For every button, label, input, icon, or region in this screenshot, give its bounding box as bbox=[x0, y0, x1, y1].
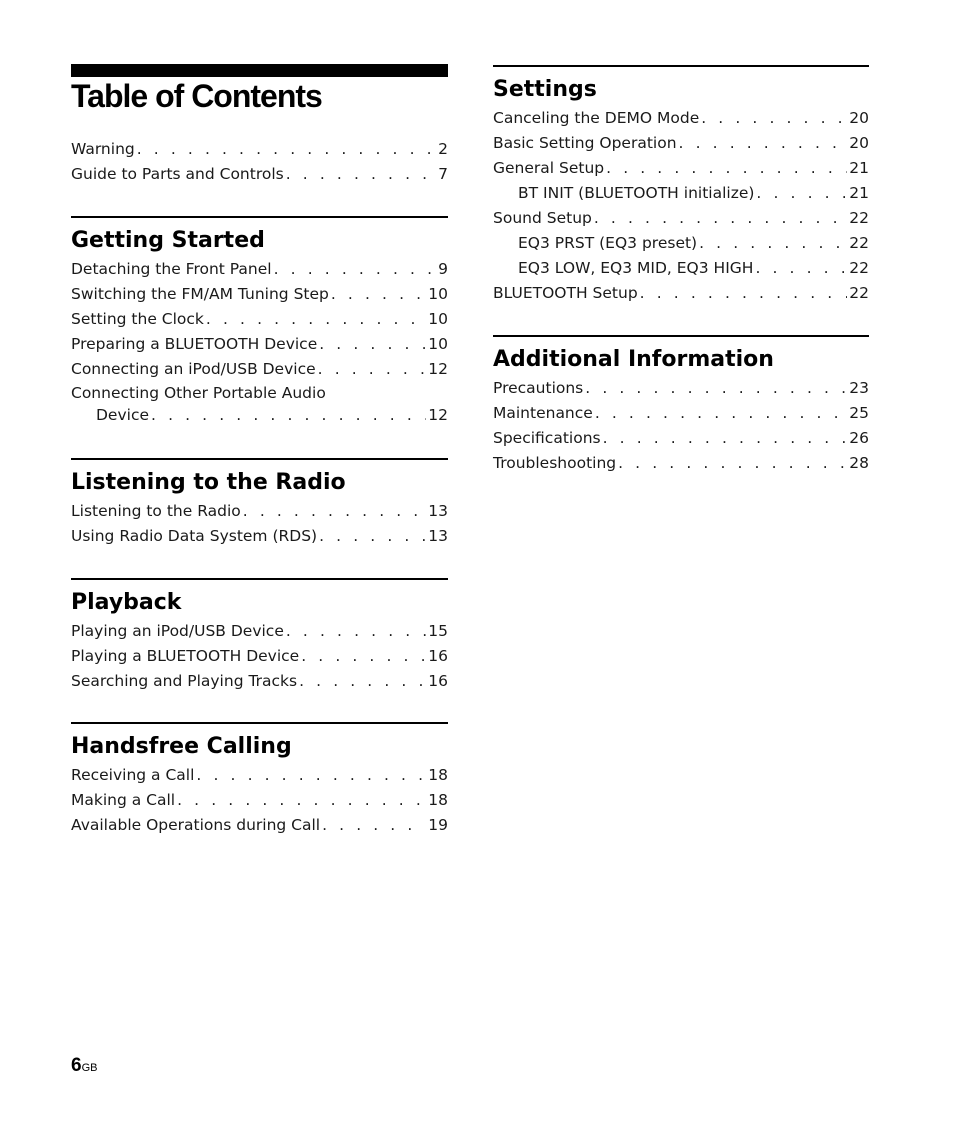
entry-page-number: 18 bbox=[428, 791, 448, 809]
entry-title: Playing an iPod/USB Device bbox=[71, 622, 284, 640]
entry-title: Connecting an iPod/USB Device bbox=[71, 360, 316, 378]
entry-title: General Setup bbox=[493, 159, 605, 177]
entry-title: Guide to Parts and Controls bbox=[71, 165, 284, 183]
entry-title: Sound Setup bbox=[493, 209, 592, 227]
entry-page-number: 15 bbox=[428, 622, 448, 640]
section-heading: Handsfree Calling bbox=[71, 734, 292, 759]
section-list bbox=[71, 257, 448, 426]
entry-page-number: 21 bbox=[849, 159, 869, 177]
entry-page-number: 22 bbox=[849, 209, 869, 227]
entry-title: Switching the FM/AM Tuning Step bbox=[71, 285, 329, 303]
toc-entry[interactable] bbox=[71, 307, 448, 332]
entry-page-number: 10 bbox=[428, 335, 448, 353]
page-number: 6 bbox=[71, 1055, 82, 1076]
section-getting-started bbox=[71, 216, 448, 426]
entry-title-line2: Device bbox=[96, 406, 150, 424]
dot-leader bbox=[322, 813, 426, 838]
toc-subentry[interactable] bbox=[493, 256, 869, 281]
dot-leader bbox=[286, 619, 426, 644]
entry-title: EQ3 PRST (EQ3 preset) bbox=[518, 234, 698, 252]
entry-page-number: 12 bbox=[428, 406, 448, 424]
toc-entry[interactable] bbox=[71, 813, 448, 838]
entry-title-line2-row bbox=[71, 404, 448, 426]
entry-page-number: 13 bbox=[428, 502, 448, 520]
page-number-suffix: GB bbox=[81, 1062, 98, 1074]
intro-section bbox=[71, 137, 448, 187]
entry-title: Preparing a BLUETOOTH Device bbox=[71, 335, 318, 353]
dot-leader bbox=[319, 332, 426, 357]
toc-entry-multiline[interactable] bbox=[71, 382, 448, 426]
entry-title: EQ3 LOW, EQ3 MID, EQ3 HIGH bbox=[518, 259, 754, 277]
entry-title: Using Radio Data System (RDS) bbox=[71, 527, 318, 545]
dot-leader bbox=[595, 401, 847, 426]
dot-leader bbox=[319, 524, 426, 549]
section-heading: Listening to the Radio bbox=[71, 470, 346, 495]
entry-title: Playing a BLUETOOTH Device bbox=[71, 647, 300, 665]
entry-title: Setting the Clock bbox=[71, 310, 204, 328]
section-list bbox=[71, 619, 448, 694]
entry-page-number: 20 bbox=[849, 134, 869, 152]
toc-entry[interactable] bbox=[71, 257, 448, 282]
entry-page-number: 16 bbox=[428, 647, 448, 665]
toc-entry[interactable] bbox=[493, 451, 869, 476]
dot-leader bbox=[243, 499, 427, 524]
dot-leader bbox=[151, 404, 426, 426]
dot-leader bbox=[618, 451, 847, 476]
toc-entry[interactable] bbox=[71, 332, 448, 357]
section-heading: Getting Started bbox=[71, 228, 265, 253]
entry-title: Basic Setting Operation bbox=[493, 134, 677, 152]
entry-page-number: 20 bbox=[849, 109, 869, 127]
toc-entry-guide-to-parts[interactable] bbox=[71, 162, 448, 187]
dot-leader bbox=[318, 357, 427, 382]
dot-leader bbox=[755, 256, 847, 281]
section-handsfree bbox=[71, 722, 448, 838]
page-footer bbox=[71, 1055, 97, 1077]
toc-entry[interactable] bbox=[71, 282, 448, 307]
toc-subentry[interactable] bbox=[493, 181, 869, 206]
entry-page-number: 7 bbox=[438, 165, 448, 183]
section-playback bbox=[71, 578, 448, 694]
section-list bbox=[493, 376, 869, 476]
dot-leader bbox=[640, 281, 848, 306]
toc-entry[interactable] bbox=[71, 357, 448, 382]
section-heading: Settings bbox=[493, 77, 597, 102]
dot-leader bbox=[603, 426, 848, 451]
entry-title: Receiving a Call bbox=[71, 766, 195, 784]
toc-entry[interactable] bbox=[493, 206, 869, 231]
dot-leader bbox=[177, 788, 426, 813]
section-heading: Additional Information bbox=[493, 347, 774, 372]
entry-title: Precautions bbox=[493, 379, 584, 397]
intro-list bbox=[71, 137, 448, 187]
dot-leader bbox=[699, 231, 847, 256]
toc-entry[interactable] bbox=[493, 156, 869, 181]
entry-page-number: 26 bbox=[849, 429, 869, 447]
toc-entry[interactable] bbox=[71, 669, 448, 694]
entry-title: Warning bbox=[71, 140, 135, 158]
toc-entry-warning[interactable] bbox=[71, 137, 448, 162]
entry-title: Specifications bbox=[493, 429, 601, 447]
section-listening-radio bbox=[71, 458, 448, 549]
entry-page-number: 25 bbox=[849, 404, 869, 422]
toc-entry[interactable] bbox=[71, 644, 448, 669]
dot-leader bbox=[137, 137, 436, 162]
entry-page-number: 19 bbox=[428, 816, 448, 834]
entry-page-number: 10 bbox=[428, 310, 448, 328]
section-list bbox=[71, 763, 448, 838]
entry-page-number: 2 bbox=[438, 140, 448, 158]
entry-title: Available Operations during Call bbox=[71, 816, 321, 834]
dot-leader bbox=[206, 307, 426, 332]
toc-entry[interactable] bbox=[71, 788, 448, 813]
dot-leader bbox=[299, 669, 426, 694]
section-additional-information bbox=[493, 335, 869, 476]
entry-page-number: 28 bbox=[849, 454, 869, 472]
entry-page-number: 23 bbox=[849, 379, 869, 397]
toc-entry[interactable] bbox=[71, 763, 448, 788]
entry-title: Searching and Playing Tracks bbox=[71, 672, 298, 690]
dot-leader bbox=[594, 206, 847, 231]
section-list bbox=[493, 106, 869, 306]
entry-page-number: 21 bbox=[849, 184, 869, 202]
toc-entry[interactable] bbox=[493, 131, 869, 156]
section-heading: Playback bbox=[71, 590, 182, 615]
dot-leader bbox=[701, 106, 847, 131]
entry-page-number: 9 bbox=[438, 260, 448, 278]
entry-page-number: 22 bbox=[849, 284, 869, 302]
dot-leader bbox=[301, 644, 426, 669]
entry-title-line1: Connecting Other Portable Audio bbox=[71, 384, 326, 402]
entry-title: Listening to the Radio bbox=[71, 502, 241, 520]
entry-page-number: 18 bbox=[428, 766, 448, 784]
dot-leader bbox=[756, 181, 847, 206]
entry-page-number: 16 bbox=[428, 672, 448, 690]
entry-title: Maintenance bbox=[493, 404, 593, 422]
toc-entry[interactable] bbox=[493, 426, 869, 451]
entry-page-number: 22 bbox=[849, 259, 869, 277]
entry-title: Detaching the Front Panel bbox=[71, 260, 272, 278]
dot-leader bbox=[286, 162, 436, 187]
toc-entry[interactable] bbox=[493, 106, 869, 131]
entry-title: Troubleshooting bbox=[493, 454, 617, 472]
entry-title: Making a Call bbox=[71, 791, 176, 809]
title-bar bbox=[71, 64, 448, 77]
entry-title: BLUETOOTH Setup bbox=[493, 284, 638, 302]
toc-entry[interactable] bbox=[71, 524, 448, 549]
entry-page-number: 12 bbox=[428, 360, 448, 378]
toc-entry[interactable] bbox=[493, 281, 869, 306]
dot-leader bbox=[606, 156, 847, 181]
entry-page-number: 10 bbox=[428, 285, 448, 303]
toc-subentry[interactable] bbox=[493, 231, 869, 256]
section-list bbox=[71, 499, 448, 549]
dot-leader bbox=[679, 131, 848, 156]
toc-entry[interactable] bbox=[71, 499, 448, 524]
entry-page-number: 22 bbox=[849, 234, 869, 252]
page-title: Table of Contents bbox=[71, 78, 322, 114]
dot-leader bbox=[331, 282, 426, 307]
toc-entry[interactable] bbox=[493, 401, 869, 426]
entry-title: BT INIT (BLUETOOTH initialize) bbox=[518, 184, 755, 202]
toc-entry[interactable] bbox=[71, 619, 448, 644]
dot-leader bbox=[274, 257, 437, 282]
dot-leader bbox=[585, 376, 847, 401]
toc-entry[interactable] bbox=[493, 376, 869, 401]
section-settings bbox=[493, 65, 869, 306]
dot-leader bbox=[196, 763, 426, 788]
entry-title: Canceling the DEMO Mode bbox=[493, 109, 700, 127]
entry-page-number: 13 bbox=[428, 527, 448, 545]
